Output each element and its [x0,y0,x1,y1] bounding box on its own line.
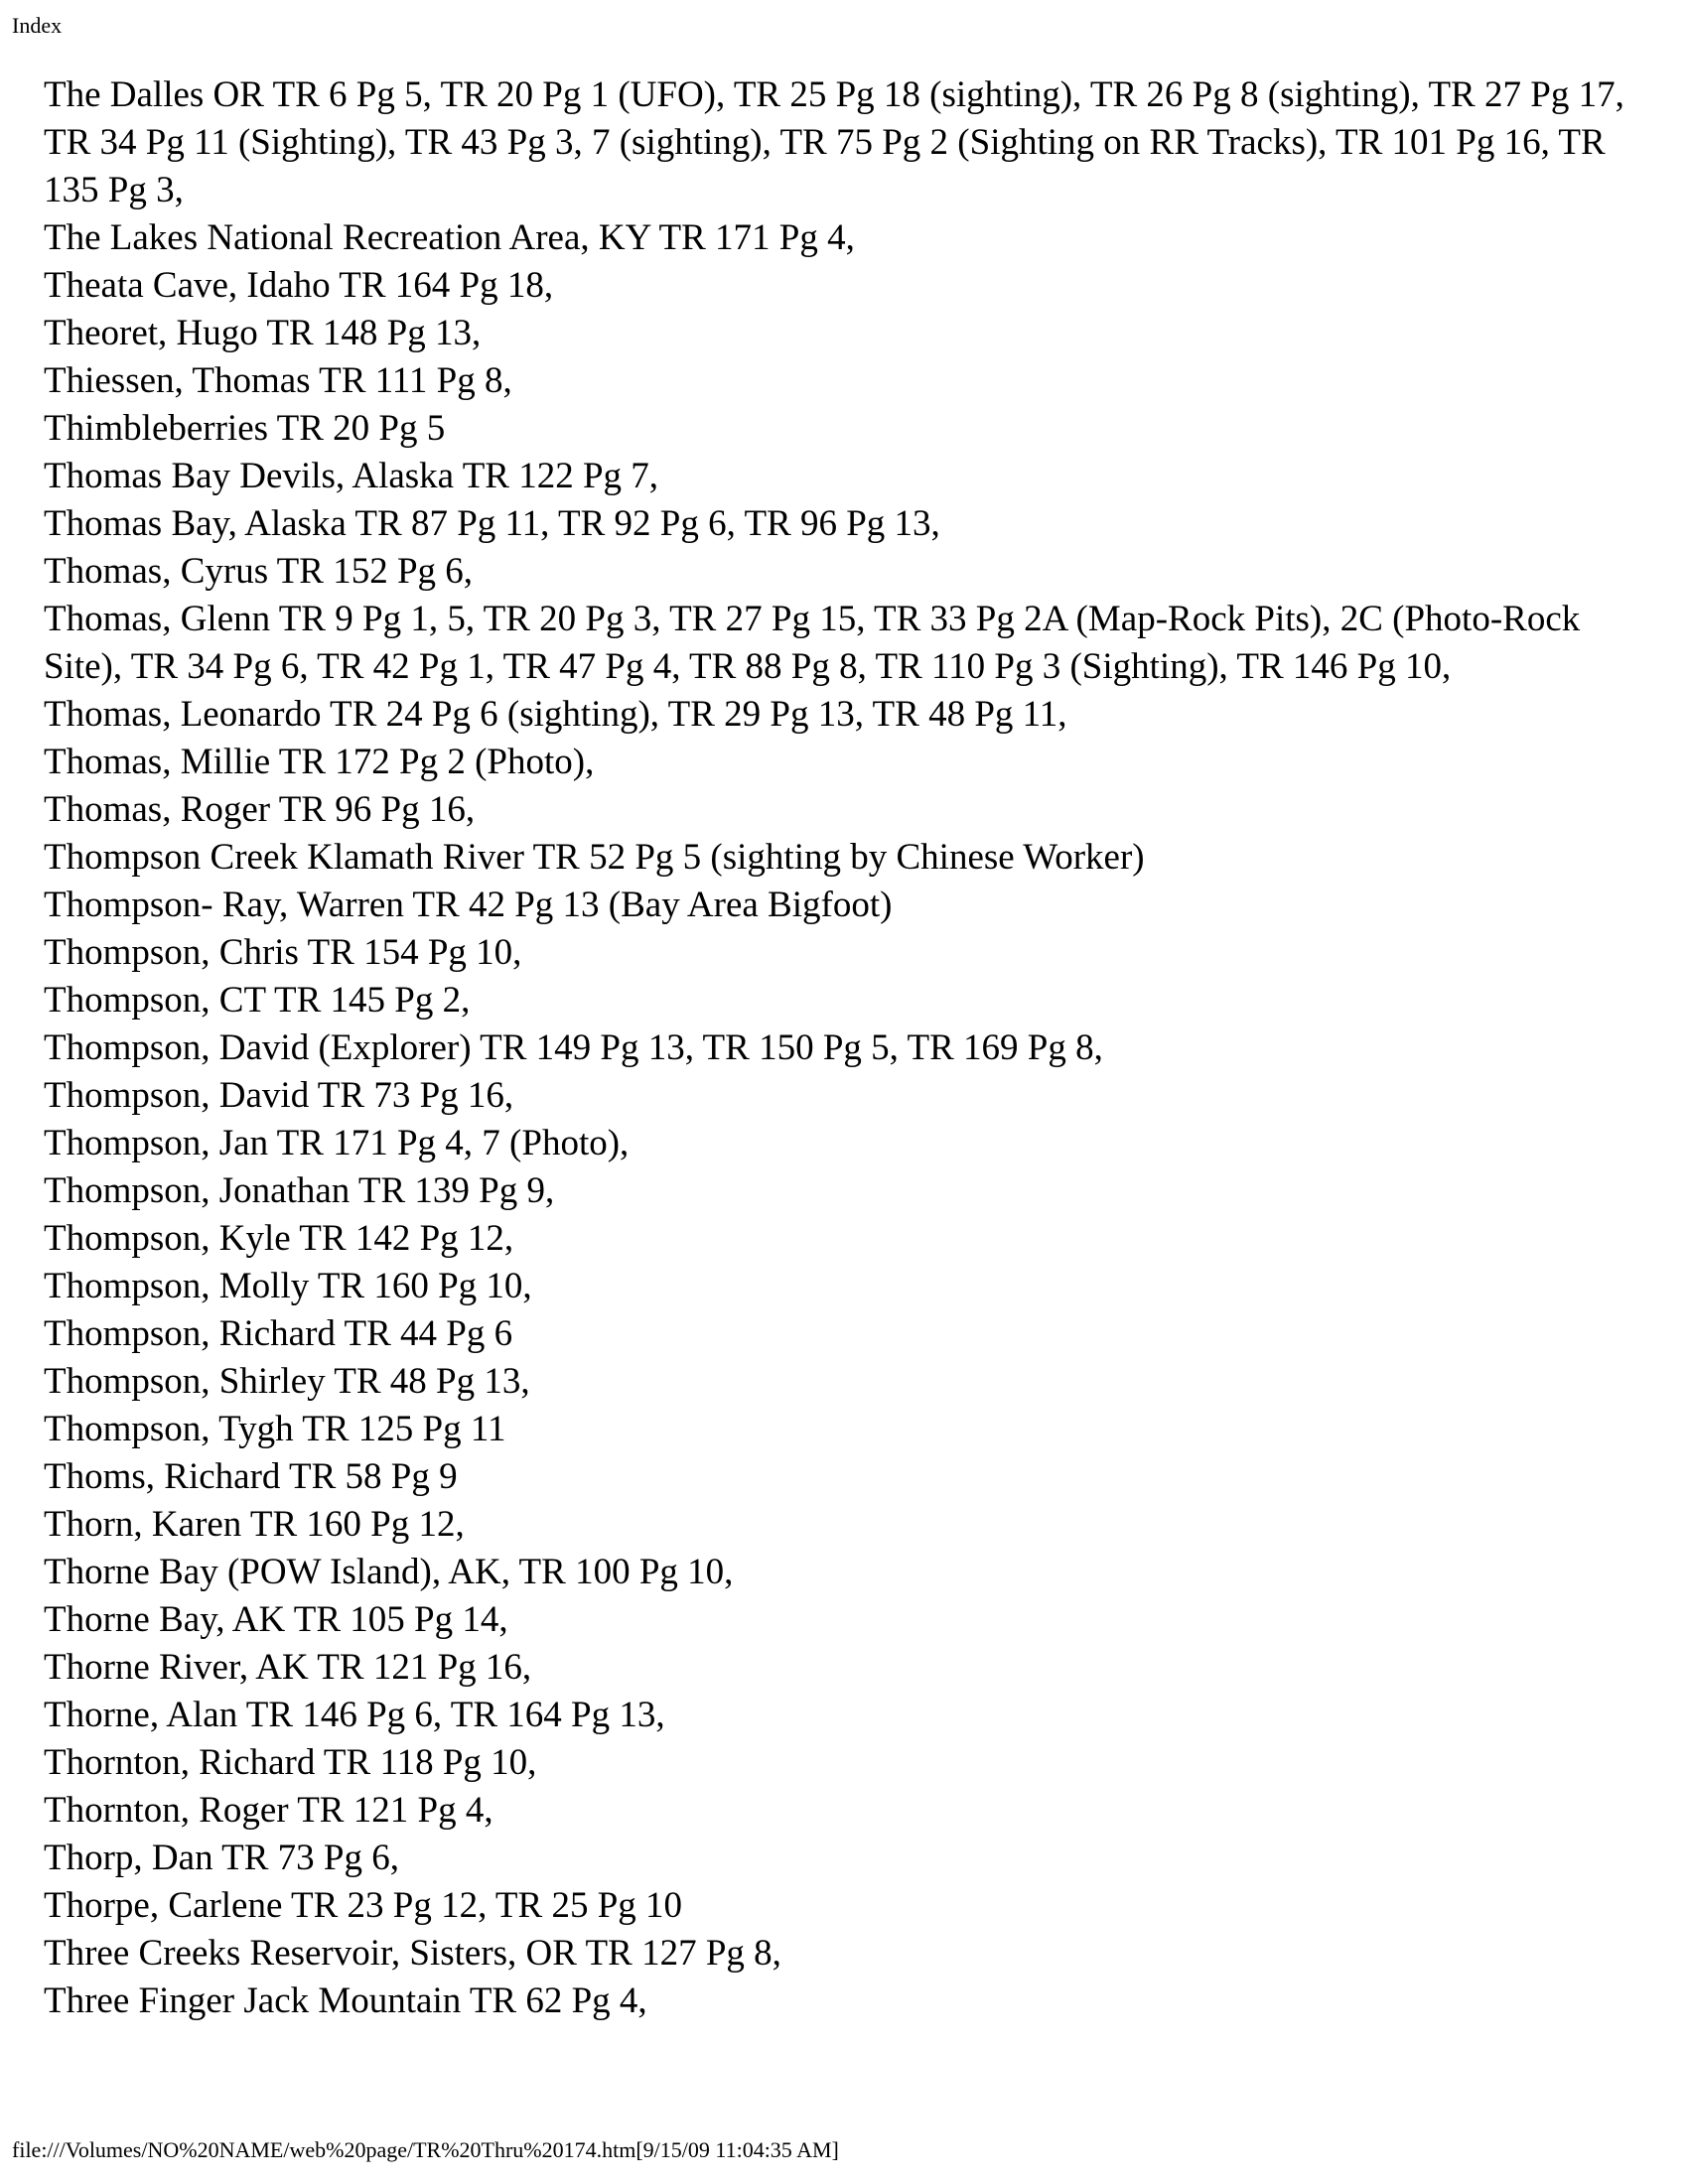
index-entry: Thomas Bay, Alaska TR 87 Pg 11, TR 92 Pg 6, TR 96 Pg 13, [44,503,940,544]
index-entry: Thompson, David (Explorer) TR 149 Pg 13, TR 150 Pg 5, TR 169 Pg 8, [44,1027,1103,1068]
index-entry: Thomas Bay Devils, Alaska TR 122 Pg 7, [44,456,659,496]
index-entry: Thompson, CT TR 145 Pg 2, [44,980,471,1021]
index-entry: Three Finger Jack Mountain TR 62 Pg 4, [44,1980,647,2021]
index-entry: Thompson, Chris TR 154 Pg 10, [44,932,522,973]
index-entry: The Lakes National Recreation Area, KY TR 171 Pg 4, [44,217,855,258]
index-entry: Thompson, Kyle TR 142 Pg 12, [44,1218,514,1259]
index-entry: Thornton, Roger TR 121 Pg 4, [44,1790,493,1831]
index-entry: Thiessen, Thomas TR 111 Pg 8, [44,360,512,401]
index-entry: Thoms, Richard TR 58 Pg 9 [44,1456,458,1497]
index-entry: Three Creeks Reservoir, Sisters, OR TR 127 Pg 8, [44,1933,781,1974]
index-entry: The Dalles OR TR 6 Pg 5, TR 20 Pg 1 (UFO), TR 25 Pg 18 (sighting), TR 26 Pg 8 (sighting), TR 27 Pg 17, TR 34 Pg 11 (Sighting), TR 43 Pg 3, 7 (sighting), TR 75 Pg 2 (Sighting on RR Tracks), TR 101 Pg 16, TR 135 Pg 3, [44,74,1624,210]
index-entry: Thornton, Richard TR 118 Pg 10, [44,1742,537,1783]
index-entry: Theoret, Hugo TR 148 Pg 13, [44,313,482,353]
index-entry: Thorn, Karen TR 160 Pg 12, [44,1504,465,1545]
index-entry: Thimbleberries TR 20 Pg 5 [44,408,446,449]
index-entry: Thompson, Tygh TR 125 Pg 11 [44,1409,506,1449]
index-entry: Thompson- Ray, Warren TR 42 Pg 13 (Bay Area Bigfoot) [44,885,893,925]
index-entry: Thomas, Glenn TR 9 Pg 1, 5, TR 20 Pg 3, TR 27 Pg 15, TR 33 Pg 2A (Map-Rock Pits), 2C (Photo-Rock Site), TR 34 Pg 6, TR 42 Pg 1, TR 47 Pg 4, TR 88 Pg 8, TR 110 Pg 3 (Sighting), TR 146 Pg 10, [44,599,1581,687]
index-entry: Thorne Bay (POW Island), AK, TR 100 Pg 10, [44,1552,734,1592]
page-header: Index [12,13,63,38]
index-entry: Thompson, David TR 73 Pg 16, [44,1075,514,1116]
index-entry: Thompson, Jan TR 171 Pg 4, 7 (Photo), [44,1123,630,1163]
page-footer-source: file:///Volumes/NO%20NAME/web%20page/TR%20Thru%20174.htm[9/15/09 11:04:35 AM] [12,2137,839,2162]
index-entry: Thorne Bay, AK TR 105 Pg 14, [44,1599,508,1640]
index-entry: Thorpe, Carlene TR 23 Pg 12, TR 25 Pg 10 [44,1885,683,1926]
index-entry: Thomas, Roger TR 96 Pg 16, [44,789,476,830]
index-entry: Thompson, Richard TR 44 Pg 6 [44,1313,513,1354]
index-entry: Thorne River, AK TR 121 Pg 16, [44,1647,532,1688]
index-entry: Thompson, Jonathan TR 139 Pg 9, [44,1170,555,1211]
index-entry: Thomas, Cyrus TR 152 Pg 6, [44,551,474,592]
index-entry: Thompson, Molly TR 160 Pg 10, [44,1266,532,1306]
index-entry-list [44,71,1632,2025]
index-entry: Theata Cave, Idaho TR 164 Pg 18, [44,265,554,306]
index-entry: Thompson Creek Klamath River TR 52 Pg 5 (sighting by Chinese Worker) [44,837,1145,878]
index-entry: Thomas, Leonardo TR 24 Pg 6 (sighting), TR 29 Pg 13, TR 48 Pg 11, [44,694,1067,735]
index-entry: Thomas, Millie TR 172 Pg 2 (Photo), [44,742,595,782]
index-entry: Thorne, Alan TR 146 Pg 6, TR 164 Pg 13, [44,1695,665,1735]
index-entry: Thompson, Shirley TR 48 Pg 13, [44,1361,530,1402]
index-entry: Thorp, Dan TR 73 Pg 6, [44,1838,400,1878]
